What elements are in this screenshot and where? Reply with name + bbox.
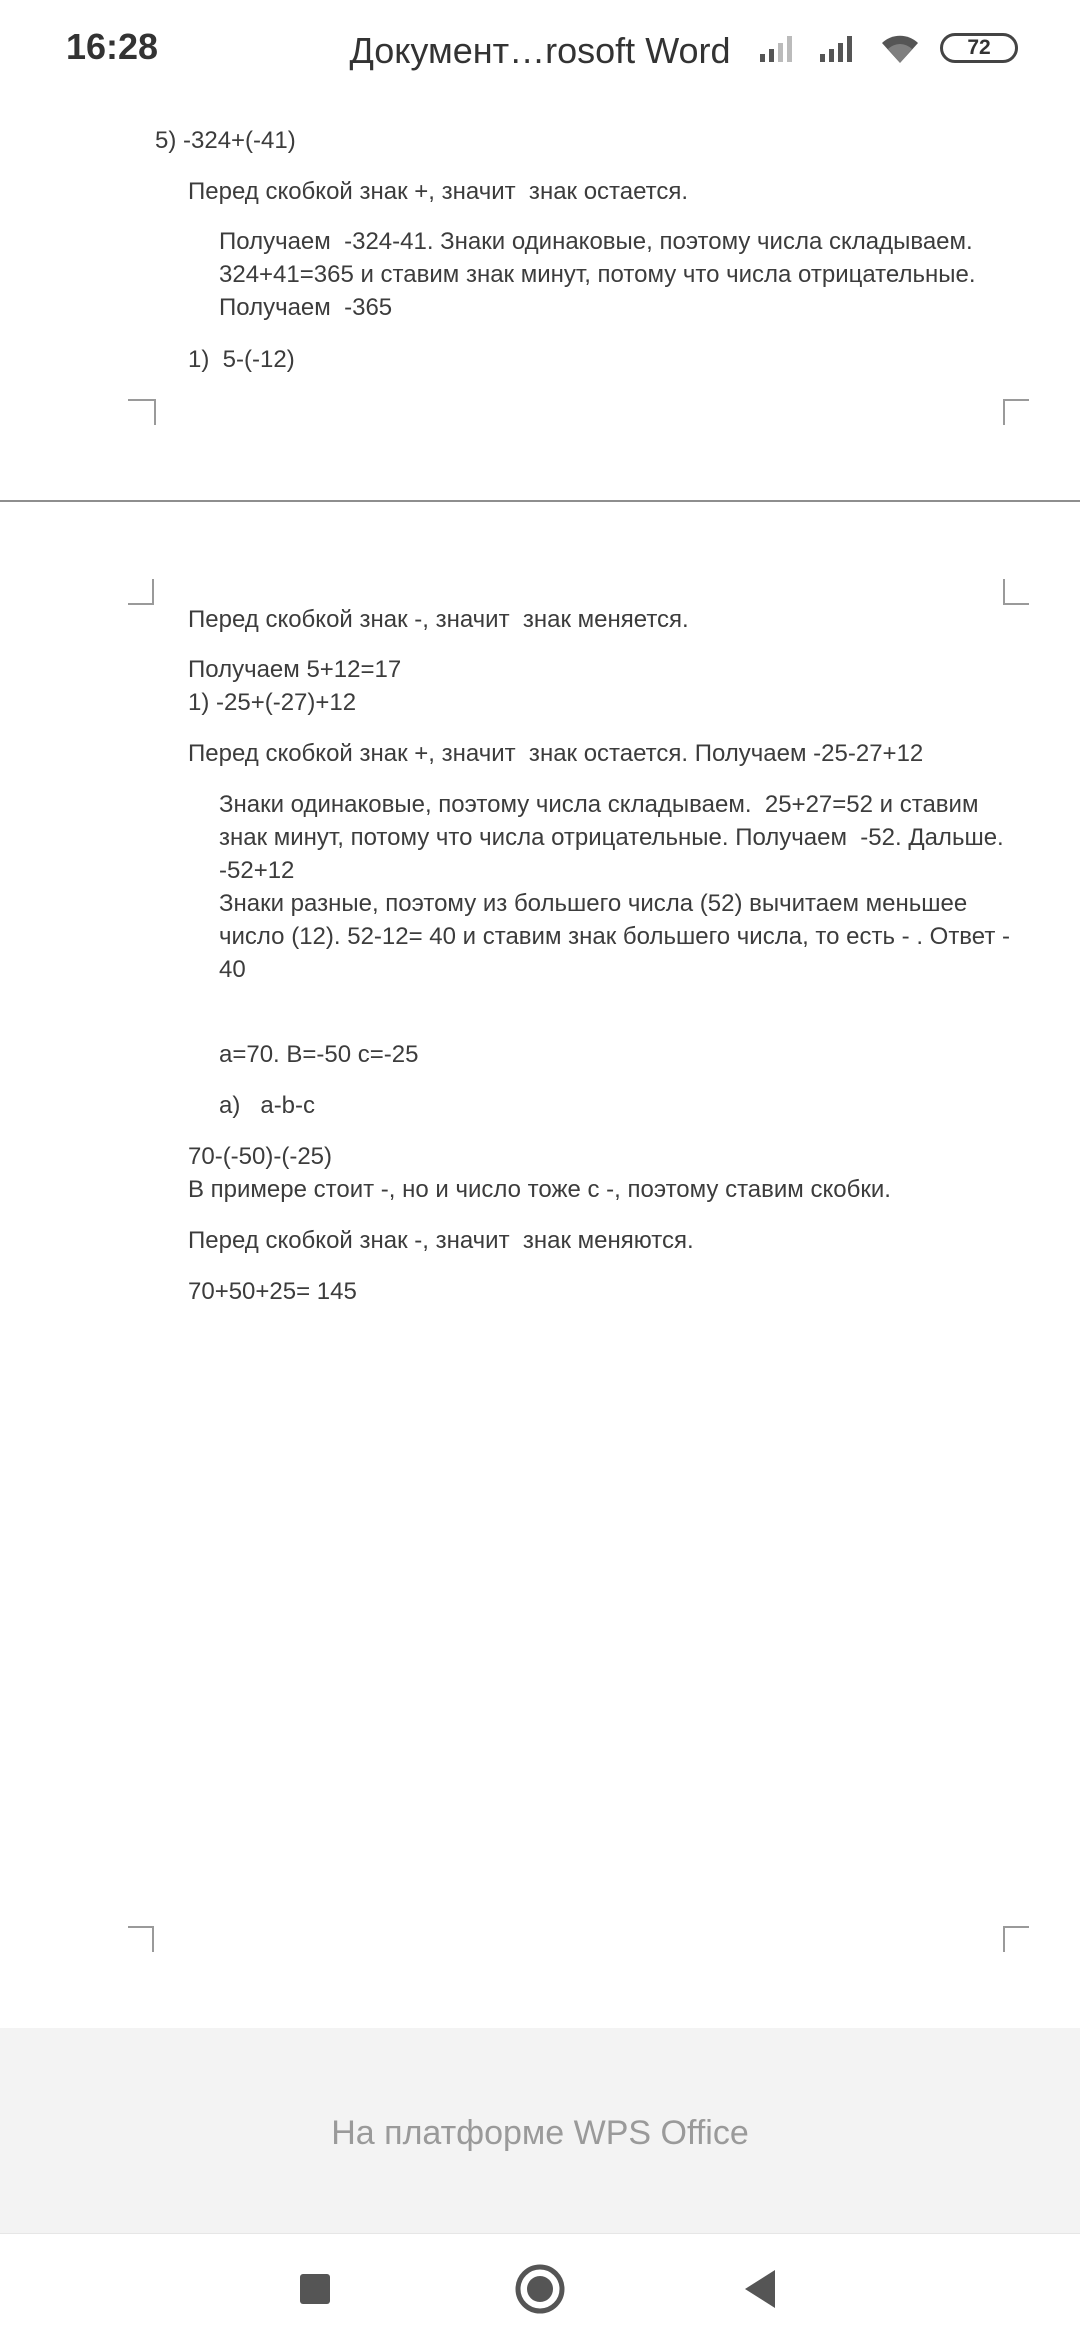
rule-text-3: Перед скобкой знак +, значит знак остается. Получаем -25-27+12 xyxy=(188,740,924,767)
back-triangle-icon xyxy=(725,2254,795,2324)
circle-icon xyxy=(505,2254,575,2324)
page-corner-mark xyxy=(1003,399,1005,425)
result-and-next-task: Получаем 5+12=17 1) -25+(-27)+12 xyxy=(188,656,402,716)
wps-banner-text: На платформе WPS Office xyxy=(331,2114,749,2152)
page-divider xyxy=(0,500,1080,502)
page-corner-mark xyxy=(1003,1926,1029,1928)
page-corner-mark xyxy=(128,399,156,425)
back-button[interactable] xyxy=(725,2254,795,2324)
signal-icon xyxy=(758,32,800,64)
status-bar xyxy=(0,0,1080,100)
explanation-1: Получаем -324-41. Знаки одинаковые, поэтому числа складываем. 324+41=365 и ставим знак минут, потому что числа отрицательные. Получаем -365 xyxy=(219,228,976,321)
battery-icon: 72 xyxy=(940,33,1018,63)
task-a: а) a-b-c xyxy=(219,1092,316,1119)
page-corner-mark xyxy=(1003,1926,1005,1952)
final-result: 70+50+25= 145 xyxy=(188,1278,357,1305)
signal-icon xyxy=(818,32,860,64)
page-corner-mark xyxy=(1003,603,1029,605)
rule-text-1: Перед скобкой знак +, значит знак остается. xyxy=(188,178,689,205)
expression-and-note: 70-(-50)-(-25) В примере стоит -, но и число тоже с -, поэтому ставим скобки. xyxy=(188,1143,891,1203)
home-button[interactable] xyxy=(505,2254,575,2324)
page-corner-mark xyxy=(1003,579,1005,605)
status-time: 16:28 xyxy=(66,26,159,67)
page-corner-mark xyxy=(128,399,154,401)
navigation-bar xyxy=(0,2233,1080,2341)
page-corner-mark xyxy=(152,579,154,605)
rule-text-4: Перед скобкой знак -, значит знак меняются. xyxy=(188,1227,694,1254)
task-item-5: 5) -324+(-41) xyxy=(155,127,296,154)
task-item-1: 1) 5-(-12) xyxy=(188,346,295,373)
wifi-icon xyxy=(878,31,922,65)
square-icon xyxy=(280,2254,350,2324)
page-corner-mark xyxy=(128,1926,154,1928)
status-icons xyxy=(758,28,1018,68)
explanation-2: Знаки одинаковые, поэтому числа складываем. 25+27=52 и ставим знак минут, потому что числа отрицательные. Получаем -52. Дальше. -52+12 Знаки разные, поэтому из большего числа (52) вычитаем меньшее число (12). 52-12= 40 и ставим знак большего числа, то есть - . Ответ - 40 xyxy=(219,791,1010,983)
page-corner-mark xyxy=(152,1926,154,1952)
variables-line: а=70. В=-50 с=-25 xyxy=(219,1041,419,1068)
document-title: Документ…rosoft Word xyxy=(349,30,731,71)
recent-apps-button[interactable] xyxy=(280,2254,350,2324)
page-corner-mark xyxy=(1003,399,1029,401)
rule-text-2: Перед скобкой знак -, значит знак меняется. xyxy=(188,606,689,633)
wps-platform-banner[interactable] xyxy=(0,2028,1080,2233)
page-corner-mark xyxy=(128,603,154,605)
